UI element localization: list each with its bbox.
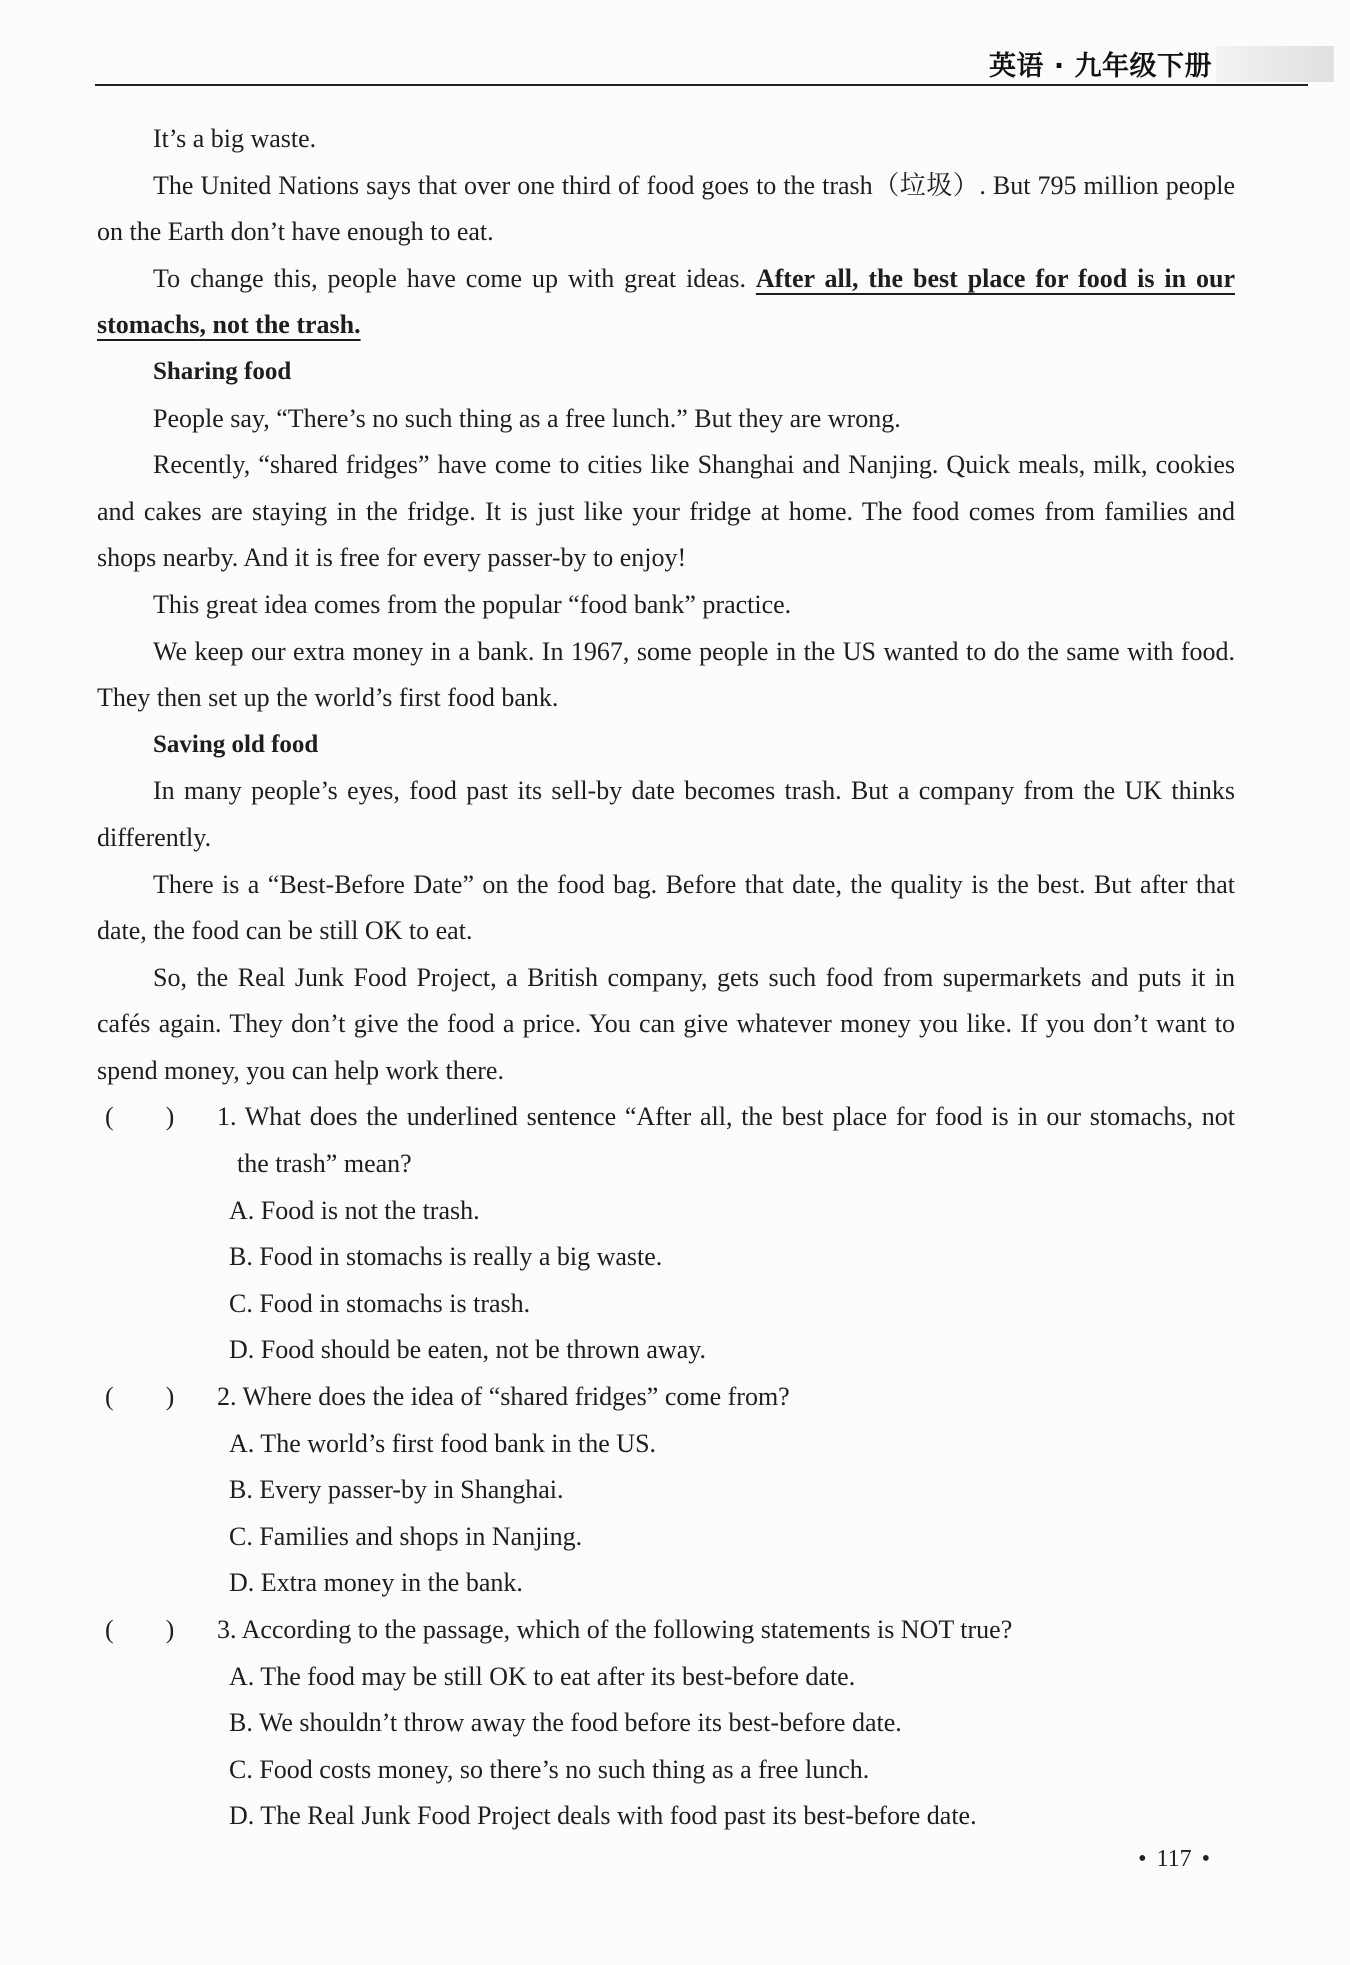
paragraph-1: It’s a big waste. — [153, 124, 317, 153]
option-a: A. Food is not the trash. — [229, 1195, 480, 1225]
question-3 — [97, 1607, 1235, 1840]
page-content — [97, 116, 1235, 1840]
paragraph-8: In many people’s eyes, food past its sell-by date becomes trash. But a company from the UK thinks differently. — [97, 776, 1235, 852]
answer-blank[interactable]: ( ) — [105, 1382, 175, 1412]
question-stem: 2. Where does the idea of “shared fridges” come from? — [217, 1382, 790, 1412]
paragraph-2: The United Nations says that over one third of food goes to the trash（垃圾）. But 795 million people on the Earth don’t have enough to eat. — [97, 170, 1235, 247]
option-b: B. Food in stomachs is really a big waste. — [229, 1242, 663, 1272]
paragraph-5: Recently, “shared fridges” have come to cities like Shanghai and Nanjing. Quick meals, milk, cookies and cakes are staying in the fridge. It is just like your fridge at home. The food comes from families and shops nearby. And it is free for every passer-by to enjoy! — [97, 450, 1235, 573]
page-number — [1128, 1846, 1220, 1873]
paragraph-6: This great idea comes from the popular “food bank” practice. — [153, 589, 792, 619]
page-header-title: 英语 · 九年级下册 — [988, 51, 1212, 82]
answer-blank[interactable]: ( ) — [105, 1615, 175, 1644]
header-rule — [95, 84, 1308, 86]
question-2 — [97, 1374, 1235, 1607]
header-shade — [1216, 46, 1334, 82]
option-a: A. The food may be still OK to eat after its best-before date. — [229, 1661, 856, 1691]
bullet-left: • — [1138, 1846, 1147, 1872]
option-b: B. We shouldn’t throw away the food before its best-before date. — [229, 1708, 902, 1738]
answer-blank[interactable]: ( ) — [105, 1102, 175, 1132]
option-b: B. Every passer-by in Shanghai. — [229, 1475, 564, 1505]
option-c: C. Food costs money, so there’s no such thing as a free lunch. — [229, 1754, 870, 1784]
question-stem: 3. According to the passage, which of the following statements is NOT true? — [217, 1615, 1013, 1644]
paragraph-7: We keep our extra money in a bank. In 1967, some people in the US wanted to do the same with food. They then set up the world’s first food bank. — [97, 636, 1235, 713]
option-d: D. Extra money in the bank. — [229, 1568, 523, 1598]
underlined-sentence: After all, the best place for food is in our stomachs, not the trash. — [97, 263, 1235, 340]
section-heading-saving-old-food: Saving old food — [153, 730, 319, 758]
question-stem: 1. What does the underlined sentence “After all, the best place for food is in our stomachs, not the trash” mean? — [217, 1102, 1235, 1179]
option-d: D. Food should be eaten, not be thrown away. — [229, 1335, 707, 1365]
section-heading-sharing-food: Sharing food — [153, 357, 292, 385]
page-number-value: 117 — [1156, 1846, 1192, 1872]
option-d: D. The Real Junk Food Project deals with food past its best-before date. — [229, 1801, 977, 1831]
paragraph-3-text: To change this, people have come up with great ideas. — [153, 263, 756, 293]
bullet-right: • — [1201, 1846, 1210, 1872]
question-1 — [97, 1094, 1235, 1374]
option-c: C. Food in stomachs is trash. — [229, 1288, 531, 1318]
paragraph-3 — [97, 256, 1235, 349]
option-c: C. Families and shops in Nanjing. — [229, 1521, 583, 1551]
paragraph-9: There is a “Best-Before Date” on the food bag. Before that date, the quality is the best. But after that date, the food can be still OK to eat. — [97, 869, 1235, 946]
option-a: A. The world’s first food bank in the US. — [229, 1428, 657, 1458]
paragraph-10: So, the Real Junk Food Project, a British company, gets such food from supermarkets and puts it in cafés again. They don’t give the food a price. You can give whatever money you like. If you don’t want to spend money, you can help work there. — [97, 962, 1235, 1085]
paragraph-4: People say, “There’s no such thing as a free lunch.” But they are wrong. — [153, 403, 901, 433]
